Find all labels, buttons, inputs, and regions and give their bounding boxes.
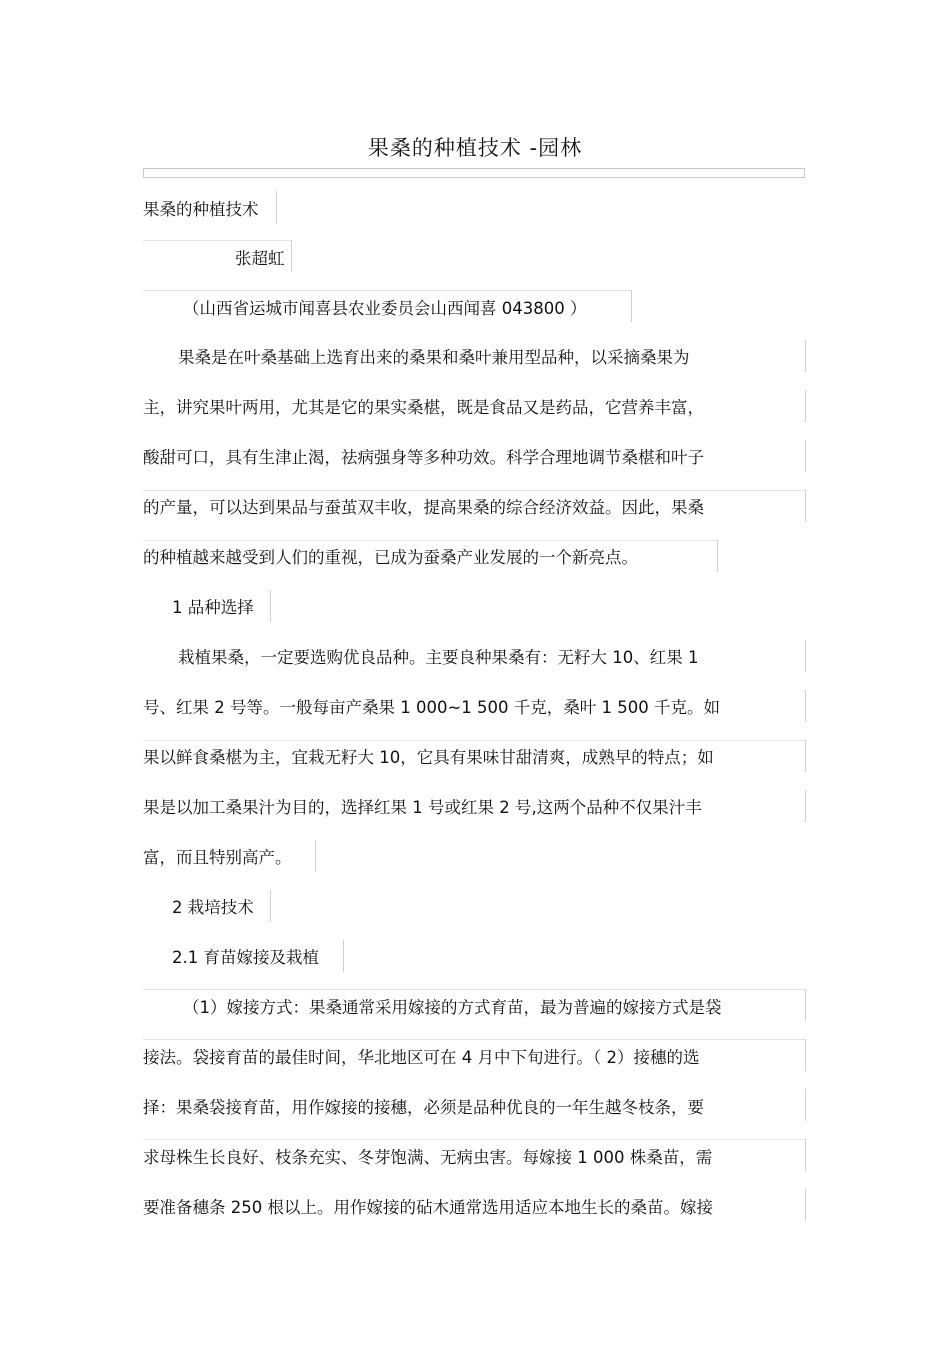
cell-border <box>805 490 806 522</box>
cell-border <box>270 590 271 622</box>
paragraph-line: 号、红果 2 号等。一般每亩产桑果 1 000~1 500 千克，桑叶 1 500 千克。如 <box>143 698 721 717</box>
paragraph-line: 的产量，可以达到果品与蚕茧双丰收，提高果桑的综合经济效益。因此，果桑 <box>143 498 704 517</box>
cell-border <box>343 940 344 972</box>
cell-border <box>805 390 806 422</box>
cell-border <box>143 490 805 491</box>
affiliation: （山西省运城市闻喜县农业委员会山西闻喜 043800 ） <box>183 299 587 318</box>
cell-border <box>805 340 806 372</box>
cell-border <box>270 890 271 922</box>
paragraph-line: 接法。袋接育苗的最佳时间，华北地区可在 4 月中下旬进行。（ 2）接穗的选 <box>143 1048 700 1067</box>
title-divider <box>143 168 805 178</box>
cell-border <box>143 540 717 541</box>
cell-border <box>805 989 806 1021</box>
section-heading: 2 栽培技术 <box>172 898 254 917</box>
paragraph-line: 要准备穗条 250 根以上。用作嫁接的砧木通常选用适应本地生长的桑苗。嫁接 <box>143 1198 713 1217</box>
paragraph-line: 栽植果桑，一定要选购优良品种。主要良种果桑有：无籽大 10、红果 1 <box>178 648 699 667</box>
paragraph-line: （1）嫁接方式：果桑通常采用嫁接的方式育苗，最为普遍的嫁接方式是袋 <box>183 998 722 1017</box>
cell-border <box>143 989 805 990</box>
cell-border <box>805 440 806 472</box>
subtitle: 果桑的种植技术 <box>143 200 259 219</box>
cell-border <box>143 740 805 741</box>
cell-border <box>143 1139 805 1140</box>
author: 张超虹 <box>235 249 285 268</box>
cell-border <box>315 840 316 872</box>
paragraph-line: 酸甜可口，具有生津止渴，祛病强身等多种功效。科学合理地调节桑椹和叶子 <box>143 448 704 467</box>
paragraph-line: 富，而且特别高产。 <box>143 848 292 867</box>
cell-border <box>291 240 292 272</box>
cell-border <box>805 1089 806 1121</box>
cell-border <box>143 240 291 241</box>
paragraph-line: 主，讲究果叶两用，尤其是它的果实桑椹，既是食品又是药品，它营养丰富， <box>143 398 704 417</box>
cell-border <box>717 540 718 572</box>
paragraph-line: 果桑是在叶桑基础上选育出来的桑果和桑叶兼用型品种，以采摘桑果为 <box>178 348 690 367</box>
cell-border <box>805 1139 806 1171</box>
subsection-heading: 2.1 育苗嫁接及栽植 <box>172 948 319 967</box>
paragraph-line: 的种植越来越受到人们的重视，已成为蚕桑产业发展的一个新亮点。 <box>143 548 638 567</box>
cell-border <box>805 1189 806 1221</box>
cell-border <box>143 290 631 291</box>
cell-border <box>805 690 806 722</box>
cell-border <box>805 790 806 822</box>
paragraph-line: 求母株生长良好、枝条充实、冬芽饱满、无病虫害。每嫁接 1 000 株桑苗，需 <box>143 1148 713 1167</box>
cell-border <box>805 1039 806 1071</box>
cell-border <box>143 1039 805 1040</box>
paragraph-line: 择：果桑袋接育苗，用作嫁接的接穗，必须是品种优良的一年生越冬枝条，要 <box>143 1098 704 1117</box>
cell-border <box>631 290 632 322</box>
cell-border <box>276 191 277 223</box>
cell-border <box>805 740 806 772</box>
section-heading: 1 品种选择 <box>172 598 254 617</box>
paragraph-line: 果是以加工桑果汁为目的，选择红果 1 号或红果 2 号,这两个品种不仅果汁丰 <box>143 798 702 817</box>
paragraph-line: 果以鲜食桑椹为主，宜栽无籽大 10，它具有果味甘甜清爽，成熟早的特点；如 <box>143 748 714 767</box>
cell-border <box>805 640 806 672</box>
page-title: 果桑的种植技术 -园林 <box>367 136 583 160</box>
